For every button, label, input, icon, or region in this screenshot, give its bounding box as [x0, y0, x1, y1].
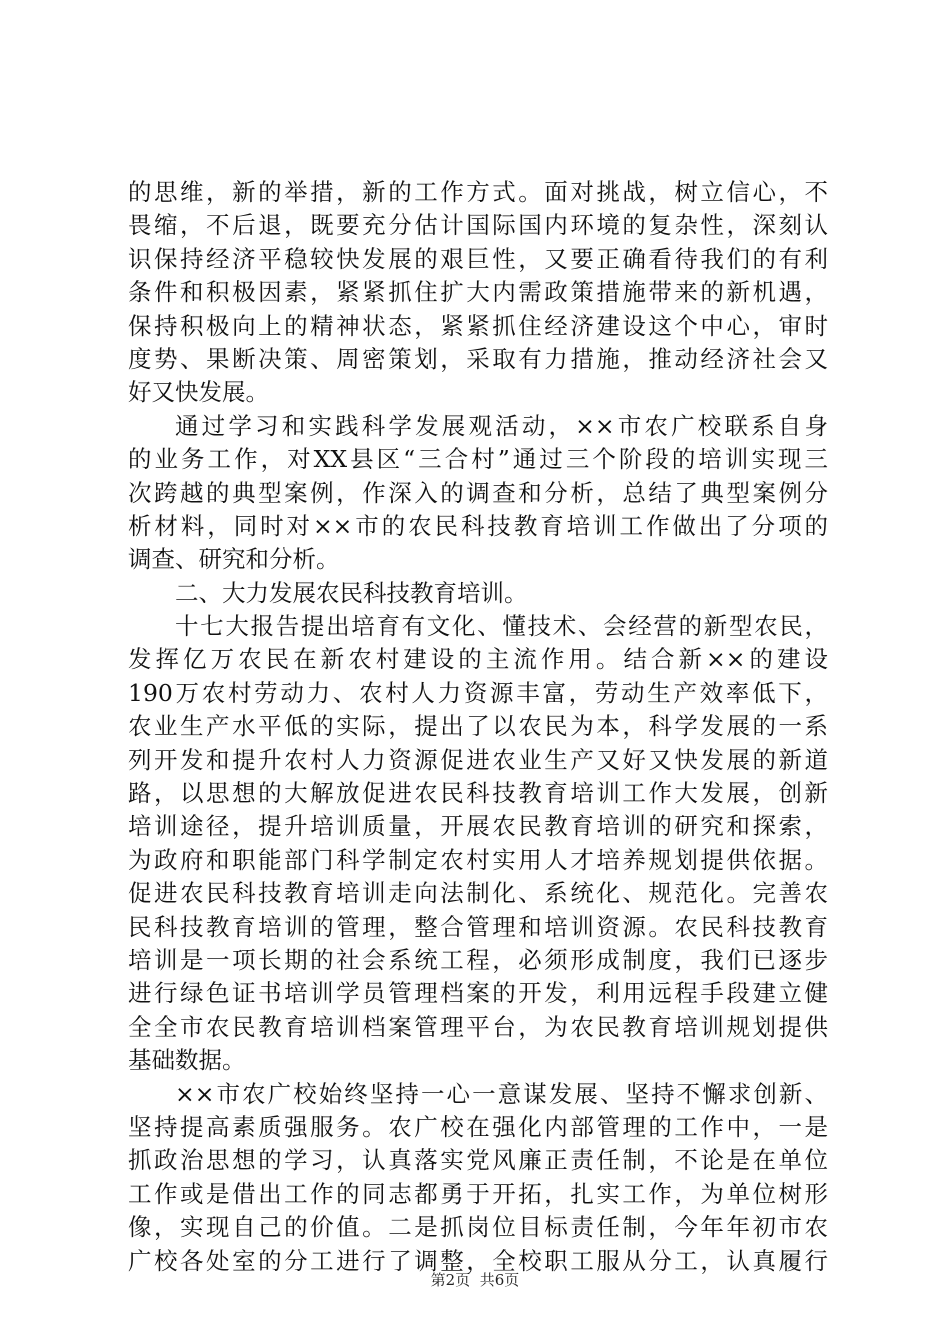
text-line: 路，以思想的大解放促进农民科技教育培训工作大发展，创新 — [128, 779, 828, 808]
text-line: 识保持经济平稳较快发展的艰巨性，又要正确看待我们的有利 — [128, 244, 828, 273]
text-line: 次跨越的典型案例，作深入的调查和分析，总结了典型案例分 — [128, 478, 828, 507]
text-line: 进行绿色证书培训学员管理档案的开发，利用远程手段建立健 — [128, 979, 828, 1008]
text-line: 坚持提高素质强服务。农广校在强化内部管理的工作中，一是 — [128, 1112, 828, 1141]
text-line: 保持积极向上的精神状态，紧紧抓住经济建设这个中心，审时 — [128, 311, 828, 340]
text-line: 190万农村劳动力、农村人力资源丰富，劳动生产效率低下， — [128, 678, 828, 707]
text-line: 农业生产水平低的实际，提出了以农民为本，科学发展的一系 — [128, 712, 828, 741]
paragraph-start-line: 通过学习和实践科学发展观活动，××市农广校联系自身 — [175, 411, 828, 440]
paragraph-start-line: ××市农广校始终坚持一心一意谋发展、坚持不懈求创新、 — [175, 1079, 828, 1108]
text-line: 为政府和职能部门科学制定农村实用人才培养规划提供依据。 — [128, 845, 828, 874]
text-line: 的业务工作，对XX县区“三合村”通过三个阶段的培训实现三 — [128, 445, 828, 474]
text-line: 调查、研究和分析。 — [128, 545, 340, 574]
text-line: 全全市农民教育培训档案管理平台，为农民教育培训规划提供 — [128, 1012, 828, 1041]
text-line: 畏缩，不后退，既要充分估计国际国内环境的复杂性，深刻认 — [128, 211, 828, 240]
text-line: 培训途径，提升培训质量，开展农民教育培训的研究和探索， — [128, 812, 828, 841]
text-line: 发挥亿万农民在新农村建设的主流作用。结合新××的建设 — [128, 645, 828, 674]
text-line: 民科技教育培训的管理，整合管理和培训资源。农民科技教育 — [128, 912, 828, 941]
page-number: 第2页 — [430, 1271, 471, 1289]
text-line: 的思维，新的举措，新的工作方式。面对挑战，树立信心，不 — [128, 178, 828, 206]
text-line: 促进农民科技教育培训走向法制化、系统化、规范化。完善农 — [128, 879, 828, 908]
page-footer — [0, 1270, 950, 1290]
text-line: 培训是一项长期的社会系统工程，必须形成制度，我们已逐步 — [128, 945, 828, 974]
document-body — [128, 176, 828, 1278]
section-heading: 二、大力发展农民科技教育培训。 — [175, 578, 528, 607]
text-line: 广校各处室的分工进行了调整，全校职工服从分工，认真履行 — [128, 1246, 828, 1275]
text-line: 像，实现自己的价值。二是抓岗位目标责任制，今年年初市农 — [128, 1213, 828, 1242]
text-line: 列开发和提升农村人力资源促进农业生产又好又快发展的新道 — [128, 745, 828, 774]
text-line: 度势、果断决策、周密策划，采取有力措施，推动经济社会又 — [128, 344, 828, 373]
text-line: 条件和积极因素，紧紧抓住扩大内需政策措施带来的新机遇， — [128, 278, 828, 307]
page-total: 共6页 — [479, 1271, 520, 1289]
text-line: 析材料，同时对××市的农民科技教育培训工作做出了分项的 — [128, 511, 828, 540]
text-line: 工作或是借出工作的同志都勇于开拓，扎实工作，为单位树形 — [128, 1179, 828, 1208]
footer-spacer — [470, 1271, 480, 1289]
paragraph-start-line: 十七大报告提出培育有文化、懂技术、会经营的新型农民， — [175, 612, 828, 641]
text-line: 基础数据。 — [128, 1046, 246, 1075]
text-line: 好又快发展。 — [128, 378, 269, 407]
text-line: 抓政治思想的学习，认真落实党风廉正责任制，不论是在单位 — [128, 1146, 828, 1175]
